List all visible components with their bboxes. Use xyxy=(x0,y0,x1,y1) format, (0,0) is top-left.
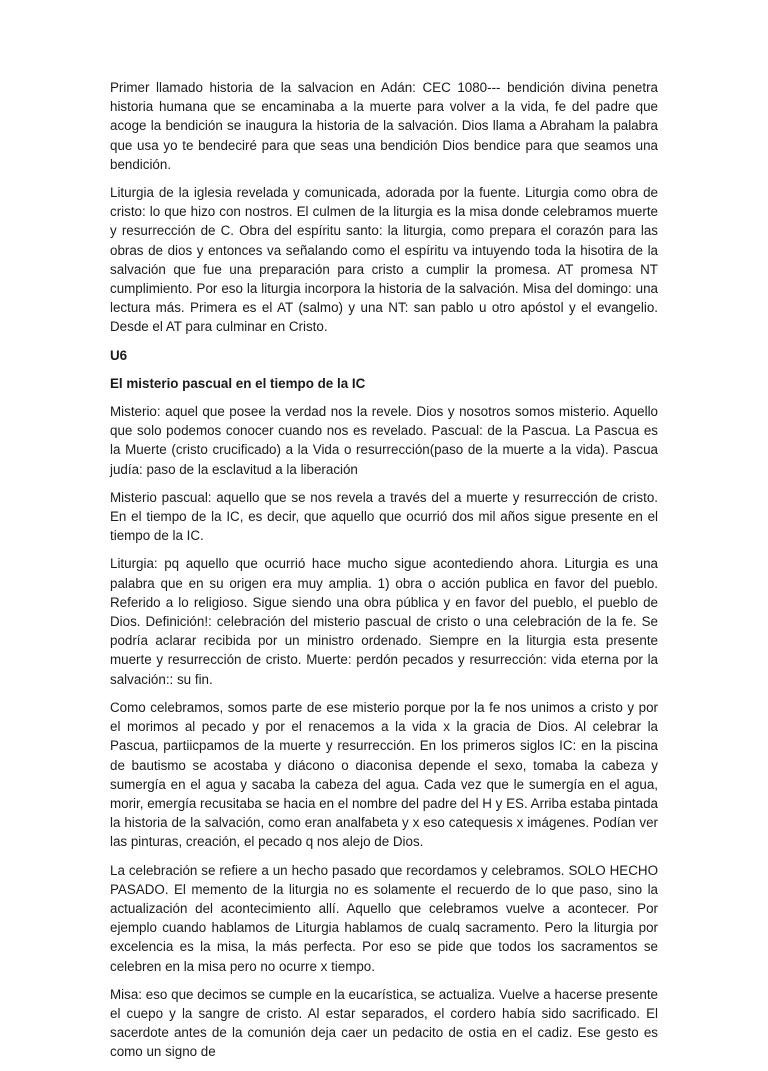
paragraph-liturgy-church: Liturgia de la iglesia revelada y comunicada, adorada por la fuente. Liturgia como obra de cristo: lo que hizo con nostros. El culmen de la liturgia es la misa donde celebramos muerte y resurrección de C. Obra del espíritu santo: la liturgia, como prepara el corazón para las obras de dios y entonces va señalando como el espíritu va intuyendo toda la hisotira de la salvación que fue una preparación para cristo a cumplir la promesa. AT promesa NT cumplimiento. Por eso la liturgia incorpora la historia de la salvación. Misa del domingo: una lectura más. Primera es el AT (salmo) y una NT: san pablo u otro apóstol y el evangelio. Desde el AT para culminar en Cristo. xyxy=(110,185,658,335)
paragraph-misa: Misa: eso que decimos se cumple en la eucarística, se actualiza. Vuelve a hacerse presente el cuepo y la sangre de cristo. Al estar separados, el cordero había sido sacrificado. El sacerdote antes de la comunión deja caer un pedacito de ostia en el cadiz. Ese gesto es como un signo de xyxy=(110,986,658,1060)
paragraph-salvation-history: Primer llamado historia de la salvacion en Adán: CEC 1080--- bendición divina penetra historia humana que se encaminaba a la muerte para volver a la vida, fe del padre que acoge la bendición se inaugura la historia de la salvación. Dios llama a Abraham la palabra que usa yo te bendeciré para que seas una bendición Dios bendice para que seamos una bendición. xyxy=(110,80,658,172)
unit-label: U6 xyxy=(110,347,128,363)
paragraph-misterio-pascual: Misterio pascual: aquello que se nos revela a través del a muerte y resurrección de cristo. En el tiempo de la IC, es decir, que aquello que ocurrió dos mil años sigue presente en el tiempo de la IC. xyxy=(110,489,658,544)
paragraph-como-celebramos: Como celebramos, somos parte de ese misterio porque por la fe nos unimos a cristo y por el morimos al pecado y por el renacemos a la vida x la gracia de Dios. Al celebrar la Pascua, partiicpamos de la muerte y resurrección. En los primeros siglos IC: en la piscina de bautismo se acostaba y diácono o diaconisa depende el sexo, tomaba la cabeza y sumergía en el agua y sacaba la cabeza del agua. Cada vez que le sumergía en el agua, morir, emergía recusitaba se hacia en el nombre del padre del H y ES. Arriba estaba pintada la historia de la salvación, como eran analfabeta y x eso catequesis x imágenes. Podían ver las pinturas, creación, el pecado q nos alejo de Dios. xyxy=(110,699,658,850)
paragraph-liturgia: Liturgia: pq aquello que ocurrió hace mucho sigue acontediendo ahora. Liturgia es una palabra que en su origen era muy amplia. 1) obra o acción publica en favor del pueblo. Referido a lo religioso. Sigue siendo una obra pública y en favor del pueblo, el pueblo de Dios. Definición!: celebración del misterio pascual de cristo o una celebración de la fe. Se podría aclarar recibida por un ministro ordenado. Siempre en la liturgia esta presente muerte y resurrección de cristo. Muerte: perdón pecados y resurrección: vida eterna por la salvación:: su fin. xyxy=(110,556,658,687)
section-title: El misterio pascual en el tiempo de la IC xyxy=(110,375,366,391)
paragraph-celebracion: La celebración se refiere a un hecho pasado que recordamos y celebramos. SOLO HECHO PASADO. El memento de la liturgia no es solamente el recuerdo de lo que paso, sino la actualización del acontecimiento allí. Aquello que celebramos vuelve a acontecer. Por ejemplo cuando hablamos de Liturgia hablamos de cualq sacramento. Pero la liturgia por excelencia es la misa, la más perfecta. Por eso se pide que todos los sacramentos se celebren en la misa pero no ocurre x tiempo. xyxy=(110,862,658,974)
document-page xyxy=(110,78,658,1071)
paragraph-misterio: Misterio: aquel que posee la verdad nos la revele. Dios y nosotros somos misterio. Aquello que solo podemos conocer cuando nos es revelado. Pascual: de la Pascua. La Pascua es la Muerte (cristo crucificado) a la Vida o resurrección(paso de la muerte a la vida). Pascua judía: paso de la esclavitud a la liberación xyxy=(110,404,658,477)
